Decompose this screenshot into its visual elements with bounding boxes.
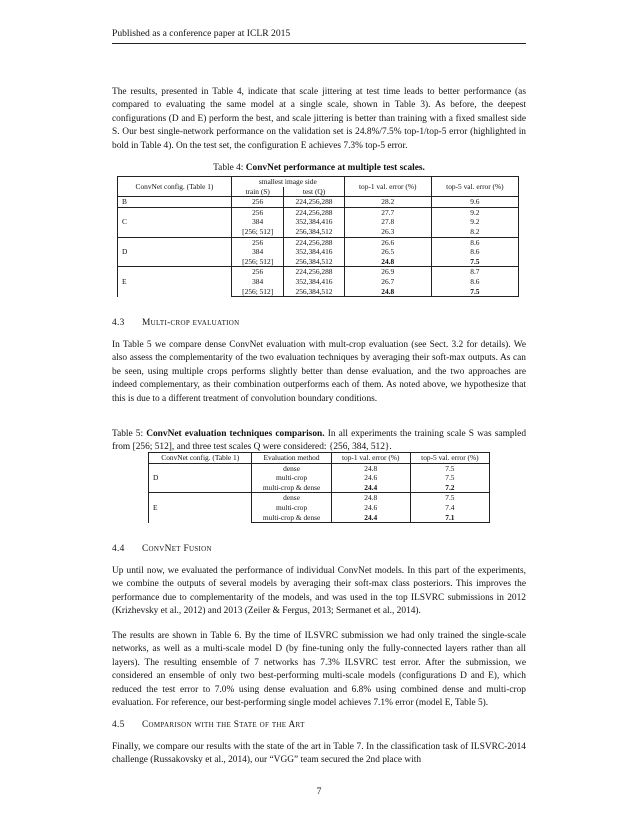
- test-scale-cell: 256,384,512: [284, 287, 344, 297]
- paragraph-state-of-art: Finally, we compare our results with the state of the art in Table 7. In the classification task of ILSVRC-2014 challenge (Russakovsky et al., 2014), our “VGG” team secured the 2nd place with: [112, 742, 526, 766]
- top5-cell: 8.6: [431, 247, 518, 257]
- top5-cell: [431, 257, 518, 267]
- top5-cell: 7.5: [410, 463, 489, 473]
- table5-caption-prefix: Table 5:: [112, 429, 147, 439]
- top5-cell: 9.2: [431, 207, 518, 217]
- table5: [148, 452, 490, 523]
- section-4-5-heading: [112, 720, 305, 730]
- top1-cell: 27.7: [344, 207, 431, 217]
- table4-caption: [112, 162, 526, 175]
- train-scale-cell: [256; 512]: [231, 257, 283, 267]
- top1-cell: 26.5: [344, 247, 431, 257]
- table4-header-top1: top-1 val. error (%): [344, 177, 431, 197]
- top5-cell: 9.2: [431, 217, 518, 227]
- table5-header-config: ConvNet config. (Table 1): [149, 453, 252, 464]
- table5-caption-title: ConvNet evaluation techniques comparison.: [146, 429, 325, 439]
- table5-header-top5: top-5 val. error (%): [410, 453, 489, 464]
- table5-caption: [112, 428, 526, 455]
- table-row: [118, 267, 519, 277]
- table4-caption-prefix: Table 4:: [213, 163, 246, 173]
- test-scale-cell: 256,384,512: [284, 257, 344, 267]
- paragraph-results: The results, presented in Table 4, indicate that scale jittering at test time leads to better performance (as compared to evaluating the same model at a single scale, shown in Table 3). As before, the deepest configurations (D and E) perform the best, and scale jittering is better than training with a fixed smallest side S. Our best single-network performance on the validation set is 24.8%/7.5% top-1/top-5 error (highlighted in bold in Table 4). On the test set, the configuration E achieves 7.3% top-5 error.: [112, 87, 526, 151]
- table4-body: [118, 197, 519, 297]
- table4-header-test: test (Q): [284, 187, 344, 197]
- table5-caption-text: In all experiments the training scale S was sampled from [256; 512], and three test scales Q were considered: {256, 384, 512}.: [112, 429, 527, 453]
- top1-cell: 24.8: [331, 463, 410, 473]
- header-rule: [112, 43, 526, 44]
- train-scale-cell: 384: [231, 217, 283, 227]
- top1-cell: [331, 483, 410, 493]
- method-cell: multi-crop: [252, 503, 331, 513]
- table4-caption-title: ConvNet performance at multiple test scales.: [245, 163, 425, 173]
- test-scale-cell: 224,256,288: [284, 207, 344, 217]
- top1-cell: 24.6: [331, 503, 410, 513]
- config-cell: D: [118, 237, 232, 267]
- top5-cell-bold: 7.2: [445, 482, 455, 492]
- table5-header-method: Evaluation method: [252, 453, 331, 464]
- table4-header-top5: top-5 val. error (%): [431, 177, 518, 197]
- running-header: Published as a conference paper at ICLR 2015: [112, 28, 291, 39]
- train-scale-cell: [256; 512]: [231, 227, 283, 237]
- test-scale-cell: 224,256,288: [284, 237, 344, 247]
- table4-header-train: train (S): [231, 187, 283, 197]
- paragraph-fusion: Up until now, we evaluated the performance of individual ConvNet models. In this part of the experiments, we combine the outputs of several models by averaging their soft-max class posteriors. This improves the performance due to complementarity of the models, and was used in the top ILSVRC submissions in 2012 (Krizhevsky et al., 2012) and 2013 (Zeiler & Fergus, 2013; Sermanet et al., 2014).: [112, 566, 526, 617]
- method-cell: dense: [252, 463, 331, 473]
- section-number: 4.5: [112, 720, 125, 730]
- section-number: 4.4: [112, 544, 125, 554]
- section-4-3-heading: [112, 318, 240, 328]
- table5-header-top1: top-1 val. error (%): [331, 453, 410, 464]
- table-row: [118, 237, 519, 247]
- table-row: [149, 493, 490, 503]
- table4-header-config: ConvNet config. (Table 1): [118, 177, 232, 197]
- top1-cell: 24.8: [331, 493, 410, 503]
- table4: [117, 176, 519, 297]
- top1-cell: 24.6: [331, 473, 410, 483]
- section-title: Comparison with the State of the Art: [142, 720, 305, 730]
- top5-cell-bold: 7.5: [470, 256, 480, 266]
- train-scale-cell: [256; 512]: [231, 287, 283, 297]
- top1-cell-bold: 24.8: [381, 286, 395, 296]
- train-scale-cell: 256: [231, 267, 283, 277]
- method-cell: multi-crop: [252, 473, 331, 483]
- top5-cell-bold: 7.1: [445, 512, 455, 522]
- top1-cell: 26.6: [344, 237, 431, 247]
- table-row: [118, 207, 519, 217]
- section-title: ConvNet Fusion: [142, 544, 212, 554]
- section-title: Multi-crop evaluation: [142, 318, 240, 328]
- table4-header-scale: smallest image side: [231, 177, 344, 187]
- train-scale-cell: 256: [231, 237, 283, 247]
- top5-cell: 8.6: [431, 237, 518, 247]
- section-4-4-heading: [112, 544, 212, 554]
- method-cell: dense: [252, 493, 331, 503]
- method-cell: multi-crop & dense: [252, 513, 331, 523]
- train-scale-cell: 256: [231, 207, 283, 217]
- table-row: [118, 197, 519, 208]
- test-scale-cell: 224,256,288: [284, 197, 344, 208]
- config-cell: E: [118, 267, 232, 297]
- top1-cell: [331, 513, 410, 523]
- top5-cell: 8.7: [431, 267, 518, 277]
- train-scale-cell: 256: [231, 197, 283, 208]
- top1-cell: 26.7: [344, 277, 431, 287]
- config-cell: E: [149, 493, 252, 523]
- top1-cell-bold: 24.4: [364, 512, 378, 522]
- top5-cell: [431, 287, 518, 297]
- top1-cell-bold: 24.4: [364, 482, 378, 492]
- test-scale-cell: 352,384,416: [284, 247, 344, 257]
- train-scale-cell: 384: [231, 277, 283, 287]
- config-cell: B: [118, 197, 232, 208]
- top5-cell-bold: 7.5: [470, 286, 480, 296]
- config-cell: D: [149, 463, 252, 493]
- top1-cell: 28.2: [344, 197, 431, 208]
- method-cell: multi-crop & dense: [252, 483, 331, 493]
- table5-body: [149, 463, 490, 523]
- top5-cell: 7.5: [410, 493, 489, 503]
- top1-cell: 26.9: [344, 267, 431, 277]
- top5-cell: [410, 513, 489, 523]
- train-scale-cell: 384: [231, 247, 283, 257]
- test-scale-cell: 256,384,512: [284, 227, 344, 237]
- section-number: 4.3: [112, 318, 125, 328]
- paragraph-multicrop: In Table 5 we compare dense ConvNet evaluation with mult-crop evaluation (see Sect. 3.2 for details). We also assess the complementarity of the two evaluation techniques by averaging their soft-max outputs. As can be seen, using multiple crops performs slightly better than dense evaluation, and the two approaches are indeed complementary, as their combination outperforms each of them. As noted above, we hypothesize that this is due to a different treatment of convolution boundary conditions.: [112, 340, 526, 404]
- top1-cell: 26.3: [344, 227, 431, 237]
- page-number: 7: [316, 786, 322, 797]
- test-scale-cell: 352,384,416: [284, 277, 344, 287]
- top5-cell: 8.6: [431, 277, 518, 287]
- paragraph-ensemble-results: The results are shown in Table 6. By the time of ILSVRC submission we had only trained the single-scale networks, as well as a multi-scale model D (by fine-tuning only the fully-connected layers rather than all layers). The resulting ensemble of 7 networks has 7.3% ILSVRC test error. After the submission, we considered an ensemble of only two best-performing multi-scale models (configurations D and E), which reduced the test error to 7.0% using dense evaluation and 6.8% using combined dense and multi-crop evaluation. For reference, our best-performing single model achieves 7.1% error (model E, Table 5).: [112, 631, 526, 709]
- test-scale-cell: 352,384,416: [284, 217, 344, 227]
- table-row: [149, 463, 490, 473]
- top5-cell: [410, 483, 489, 493]
- top1-cell: [344, 287, 431, 297]
- top1-cell-bold: 24.8: [381, 256, 395, 266]
- test-scale-cell: 224,256,288: [284, 267, 344, 277]
- top5-cell: 7.4: [410, 503, 489, 513]
- top5-cell: 8.2: [431, 227, 518, 237]
- top1-cell: 27.8: [344, 217, 431, 227]
- config-cell: C: [118, 207, 232, 237]
- top5-cell: 9.6: [431, 197, 518, 208]
- top1-cell: [344, 257, 431, 267]
- top5-cell: 7.5: [410, 473, 489, 483]
